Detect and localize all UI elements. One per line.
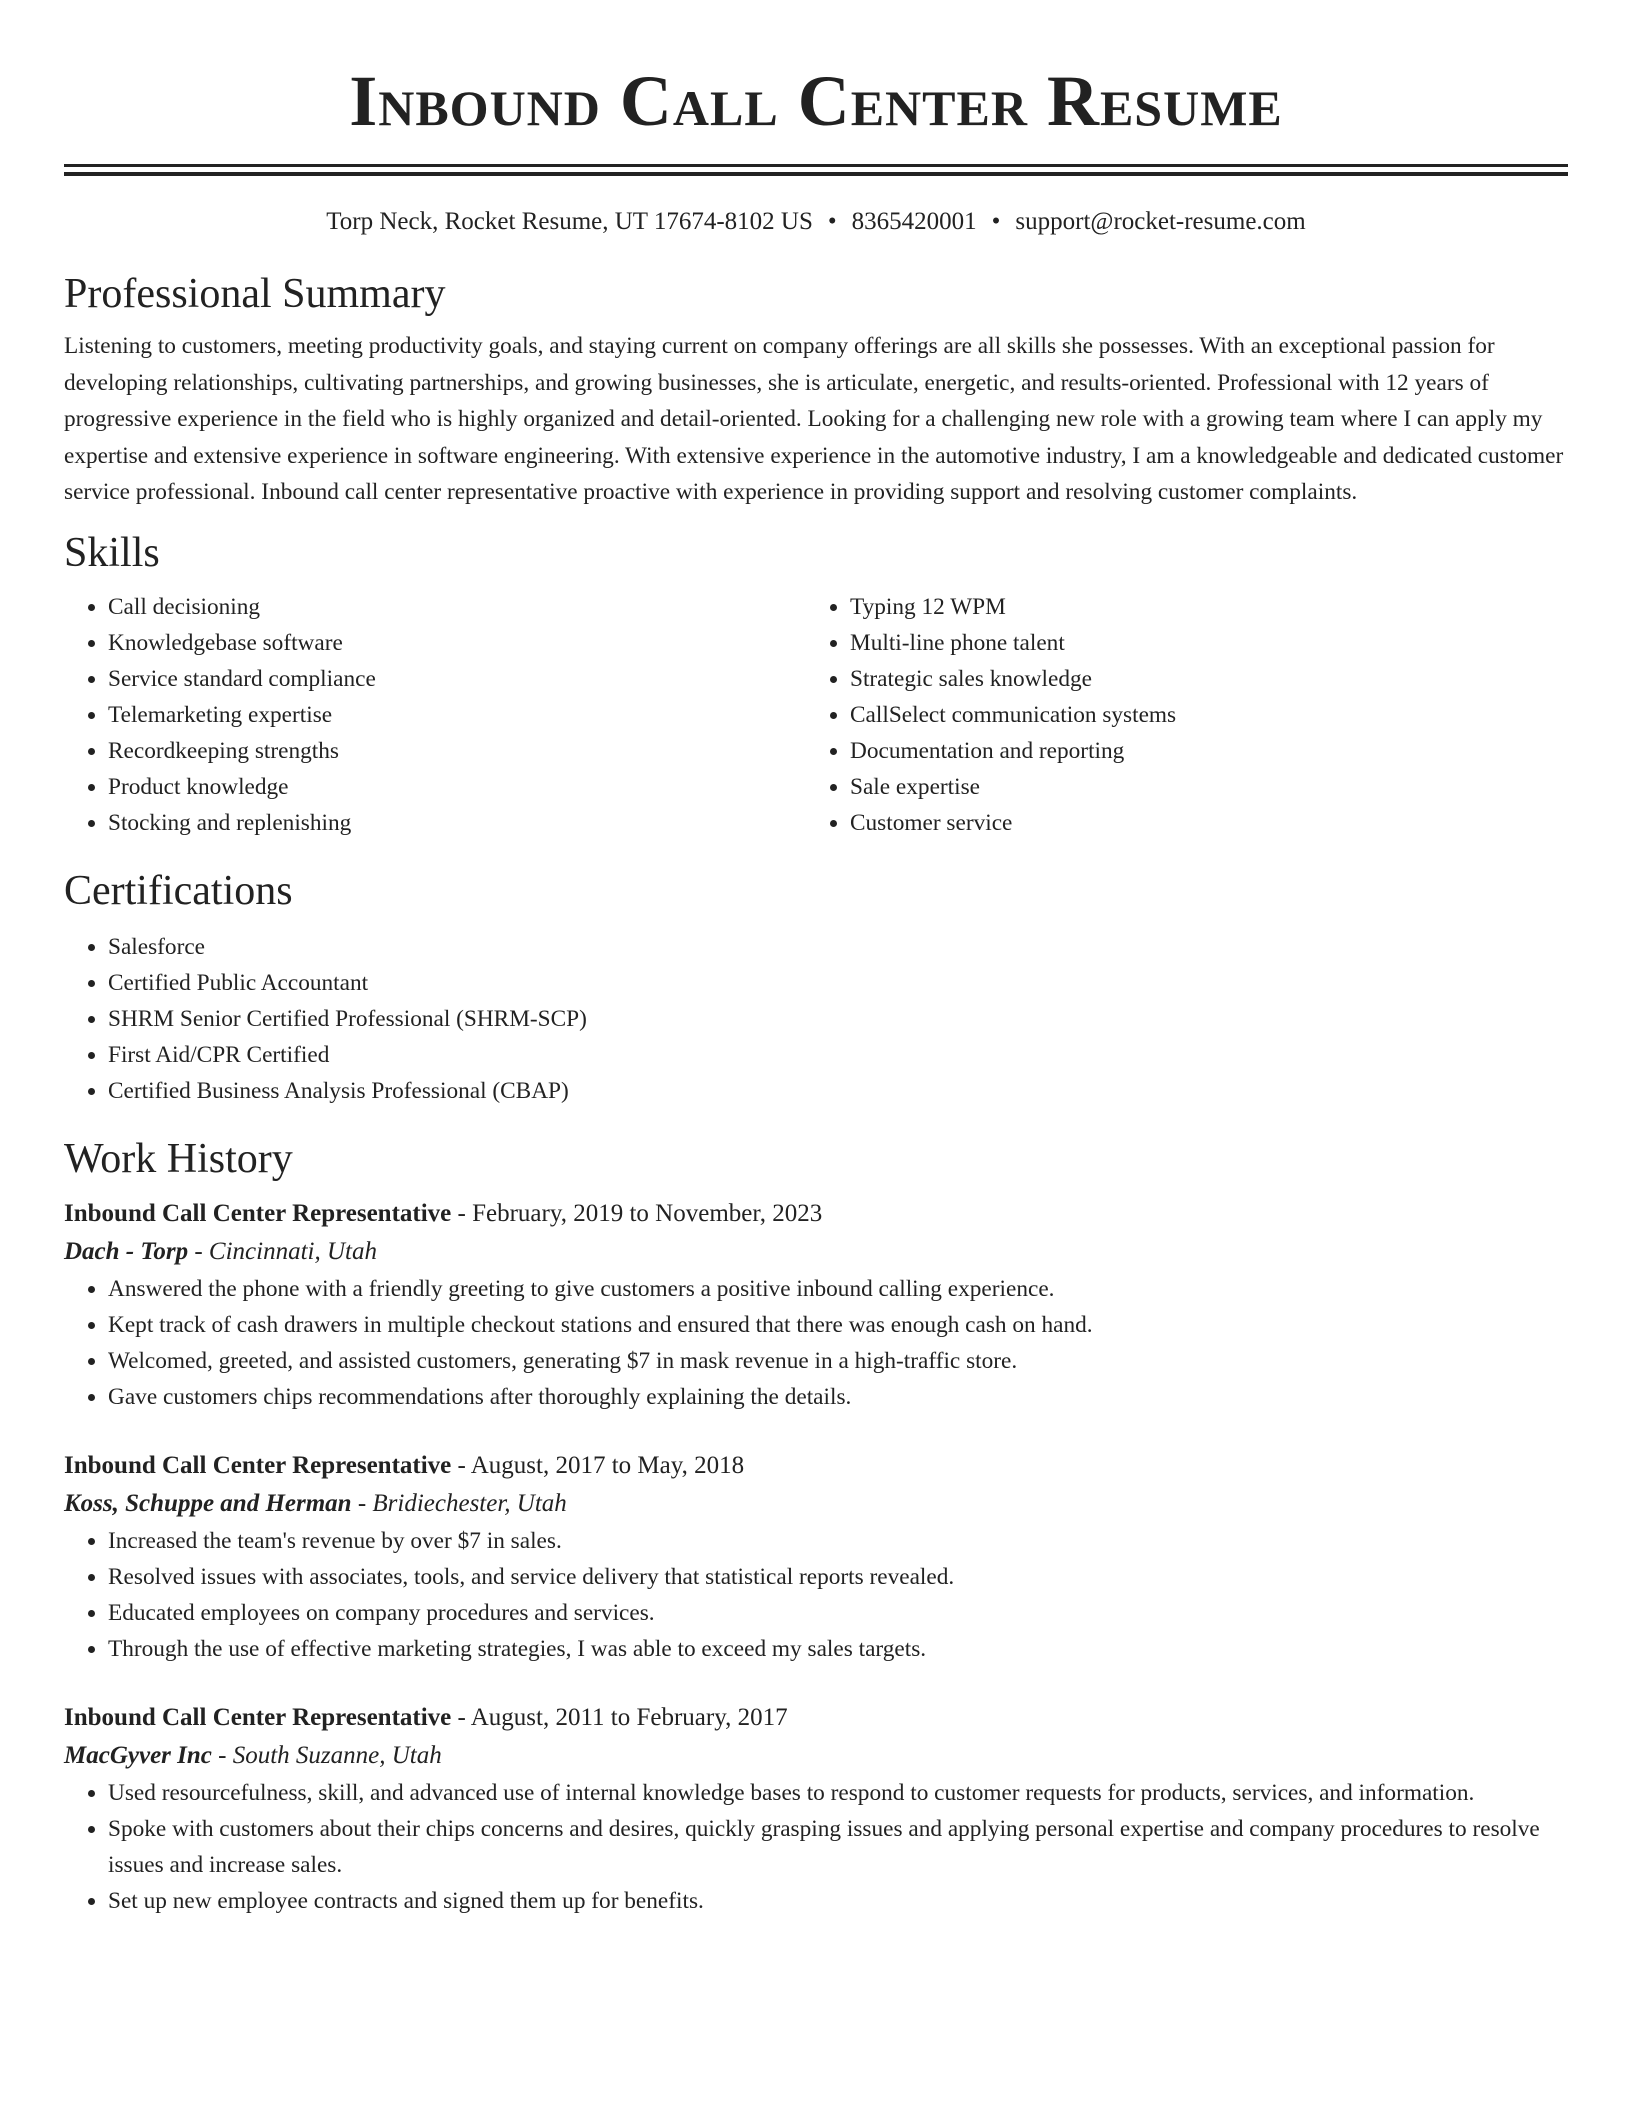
job-header	[64, 1195, 1568, 1233]
certification-item: • Salesforce	[108, 929, 1568, 965]
skill-item: • Stocking and replenishing	[108, 805, 806, 841]
job-duty-item: • Increased the team's revenue by over $7 in sales.	[108, 1523, 1568, 1559]
certifications-heading: Certifications	[64, 867, 293, 914]
job-location: - South Suzanne, Utah	[211, 1741, 442, 1769]
job-dates: - February, 2019 to November, 2023	[451, 1199, 823, 1227]
certification-item: • First Aid/CPR Certified	[108, 1037, 1568, 1073]
skill-item: • Documentation and reporting	[850, 733, 1548, 769]
certification-item: • Certified Public Accountant	[108, 965, 1568, 1001]
certification-item: • SHRM Senior Certified Professional (SHRM-SCP)	[108, 1001, 1568, 1037]
skills-heading: Skills	[64, 529, 160, 576]
skills-column-right	[806, 589, 1548, 841]
title-divider-thin	[64, 164, 1568, 167]
job-duty-item: • Through the use of effective marketing strategies, I was able to exceed my sales targets.	[108, 1631, 1568, 1667]
job-location: - Cincinnati, Utah	[188, 1237, 377, 1265]
skills-column-left	[64, 589, 806, 841]
job-company-line	[64, 1485, 1568, 1523]
job-company: Koss, Schuppe and Herman	[64, 1489, 352, 1517]
job-duty-item: • Used resourcefulness, skill, and advanced use of internal knowledge bases to respond to customer requests for products, services, and information.	[108, 1775, 1568, 1811]
skill-item: • Telemarketing expertise	[108, 697, 806, 733]
job-entry	[64, 1699, 1568, 1919]
contact-address: Torp Neck, Rocket Resume, UT 17674-8102 US	[326, 208, 813, 235]
job-dates: - August, 2011 to February, 2017	[451, 1703, 788, 1731]
job-entry	[64, 1195, 1568, 1415]
work-history-heading: Work History	[64, 1135, 293, 1182]
job-role: Inbound Call Center Representative	[64, 1451, 452, 1479]
contact-email: support@rocket-resume.com	[1015, 208, 1306, 235]
certifications-list	[64, 929, 1568, 1109]
job-entry	[64, 1447, 1568, 1667]
skill-item: • Service standard compliance	[108, 661, 806, 697]
skill-item: • Recordkeeping strengths	[108, 733, 806, 769]
resume-title: Inbound Call Center Resume	[349, 61, 1283, 141]
contact-separator: •	[827, 208, 837, 235]
job-role: Inbound Call Center Representative	[64, 1703, 452, 1731]
skill-item: • Strategic sales knowledge	[850, 661, 1548, 697]
job-role: Inbound Call Center Representative	[64, 1199, 452, 1227]
job-company-line	[64, 1233, 1568, 1271]
job-duties	[64, 1775, 1568, 1919]
job-location: - Bridiechester, Utah	[351, 1489, 567, 1517]
job-duty-item: • Set up new employee contracts and signed them up for benefits.	[108, 1883, 1568, 1919]
job-duty-item: • Spoke with customers about their chips concerns and desires, quickly grasping issues and applying personal expertise and company procedures to resolve issues and increase sales.	[108, 1811, 1568, 1883]
job-header	[64, 1447, 1568, 1485]
skill-item: • Call decisioning	[108, 589, 806, 625]
skill-item: • Customer service	[850, 805, 1548, 841]
contact-phone: 8365420001	[851, 208, 977, 235]
title-divider-thick	[64, 172, 1568, 176]
skill-item: • CallSelect communication systems	[850, 697, 1548, 733]
contact-line	[64, 204, 1568, 240]
resume-content	[64, 0, 1568, 1919]
skill-item: • Knowledgebase software	[108, 625, 806, 661]
contact-separator: •	[991, 208, 1001, 235]
job-duty-item: • Resolved issues with associates, tools, and service delivery that statistical reports revealed.	[108, 1559, 1568, 1595]
job-duty-item: • Welcomed, greeted, and assisted customers, generating $7 in mask revenue in a high-traffic store.	[108, 1343, 1568, 1379]
job-duty-item: • Answered the phone with a friendly greeting to give customers a positive inbound calling experience.	[108, 1271, 1568, 1307]
job-duty-item: • Educated employees on company procedures and services.	[108, 1595, 1568, 1631]
job-duty-item: • Kept track of cash drawers in multiple checkout stations and ensured that there was enough cash on hand.	[108, 1307, 1568, 1343]
summary-text: Listening to customers, meeting productivity goals, and staying current on company offerings are all skills she possesses. With an exceptional passion for developing relationships, cultivating partnerships, and growing businesses, she is articulate, energetic, and results-oriented. Professional with 12 years of progressive experience in the field who is highly organized and detail-oriented. Looking for a challenging new role with a growing team where I can apply my expertise and extensive experience in software engineering. With extensive experience in the automotive industry, I am a knowledgeable and dedicated customer service professional. Inbound call center representative proactive with experience in providing support and resolving customer complaints.	[64, 333, 1564, 505]
skill-item: • Sale expertise	[850, 769, 1548, 805]
skill-item: • Typing 12 WPM	[850, 589, 1548, 625]
job-duties	[64, 1523, 1568, 1667]
job-dates: - August, 2017 to May, 2018	[451, 1451, 745, 1479]
summary-heading: Professional Summary	[64, 271, 446, 317]
skills-columns	[64, 589, 1568, 841]
job-duty-item: • Gave customers chips recommendations after thoroughly explaining the details.	[108, 1379, 1568, 1415]
certification-item: • Certified Business Analysis Professional (CBAP)	[108, 1073, 1568, 1109]
job-duties	[64, 1271, 1568, 1415]
skill-item: • Multi-line phone talent	[850, 625, 1548, 661]
skill-item: • Product knowledge	[108, 769, 806, 805]
job-company-line	[64, 1737, 1568, 1775]
job-company: Dach - Torp	[64, 1237, 189, 1265]
job-company: MacGyver Inc	[64, 1741, 212, 1769]
job-header	[64, 1699, 1568, 1737]
